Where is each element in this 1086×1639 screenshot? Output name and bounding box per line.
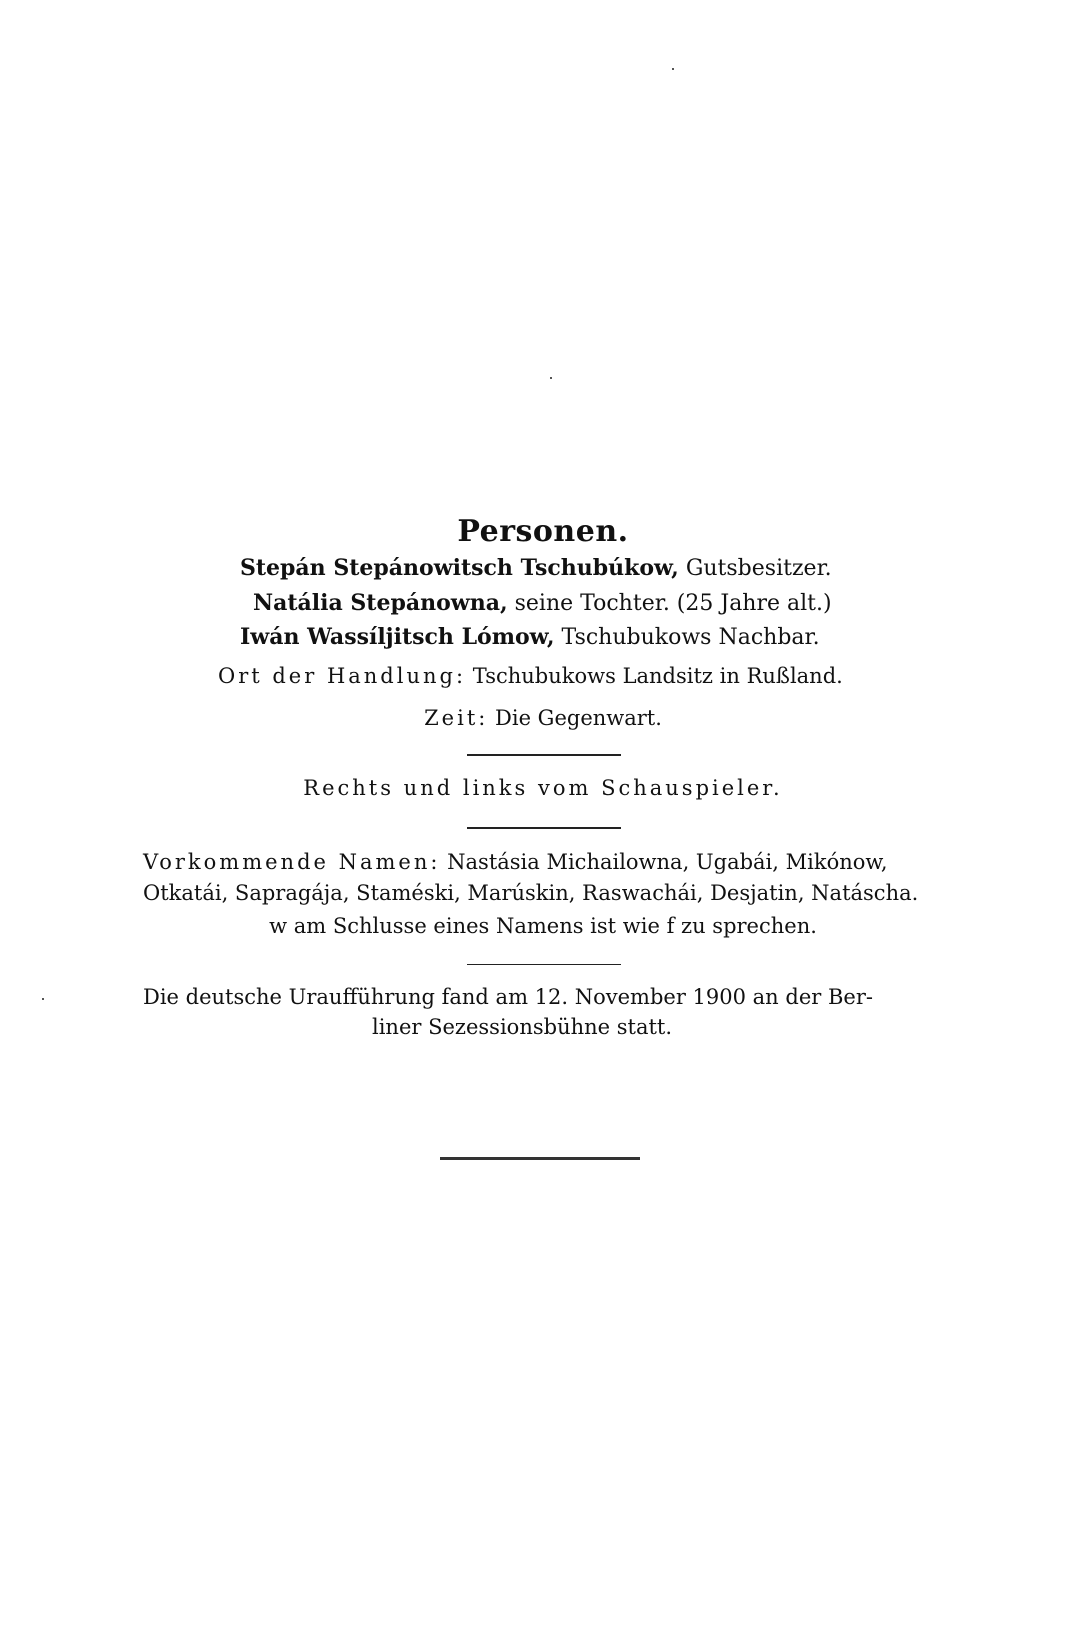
names-label: Vorkommende Namen: — [143, 850, 441, 874]
print-speck — [672, 68, 674, 70]
premiere-note: liner Sezessionsbühne statt. — [372, 1015, 673, 1039]
names-line — [143, 850, 888, 874]
cast-entry — [253, 590, 832, 616]
cast-name: Natália Stepánowna, — [253, 590, 508, 616]
cast-entry — [240, 624, 820, 650]
names-line: Otkatái, Sapragája, Staméski, Marúskin, Raswachái, Desjatin, Natáscha. — [143, 881, 919, 905]
cast-role: Gutsbesitzer. — [685, 556, 832, 581]
print-speck — [42, 998, 44, 1000]
setting-place — [218, 664, 843, 688]
setting-place-value: Tschubukows Landsitz in Rußland. — [472, 664, 843, 688]
cast-role: Tschubukows Nachbar. — [561, 625, 820, 650]
page-heading: Personen. — [457, 514, 629, 549]
setting-place-label: Ort der Handlung: — [218, 664, 467, 688]
cast-role: seine Tochter. (25 Jahre alt.) — [514, 591, 832, 616]
stage-direction-note: Rechts und links vom Schauspieler. — [303, 776, 783, 800]
names-list: Nastásia Michailowna, Ugabái, Mikónow, — [447, 850, 888, 874]
divider — [467, 754, 621, 756]
divider — [467, 827, 621, 829]
cast-name: Iwán Wassíljitsch Lómow, — [240, 624, 555, 650]
pronunciation-hint: w am Schlusse eines Namens ist wie f zu sprechen. — [269, 914, 817, 938]
cast-name: Stepán Stepánowitsch Tschubúkow, — [240, 555, 679, 581]
setting-time — [0, 706, 1086, 730]
setting-time-label: Zeit: — [424, 706, 489, 730]
setting-time-value: Die Gegenwart. — [495, 706, 662, 730]
end-rule — [440, 1157, 640, 1160]
divider — [467, 964, 621, 965]
premiere-note: Die deutsche Uraufführung fand am 12. November 1900 an der Ber- — [143, 985, 873, 1009]
cast-entry — [240, 555, 832, 581]
print-speck — [550, 377, 552, 379]
